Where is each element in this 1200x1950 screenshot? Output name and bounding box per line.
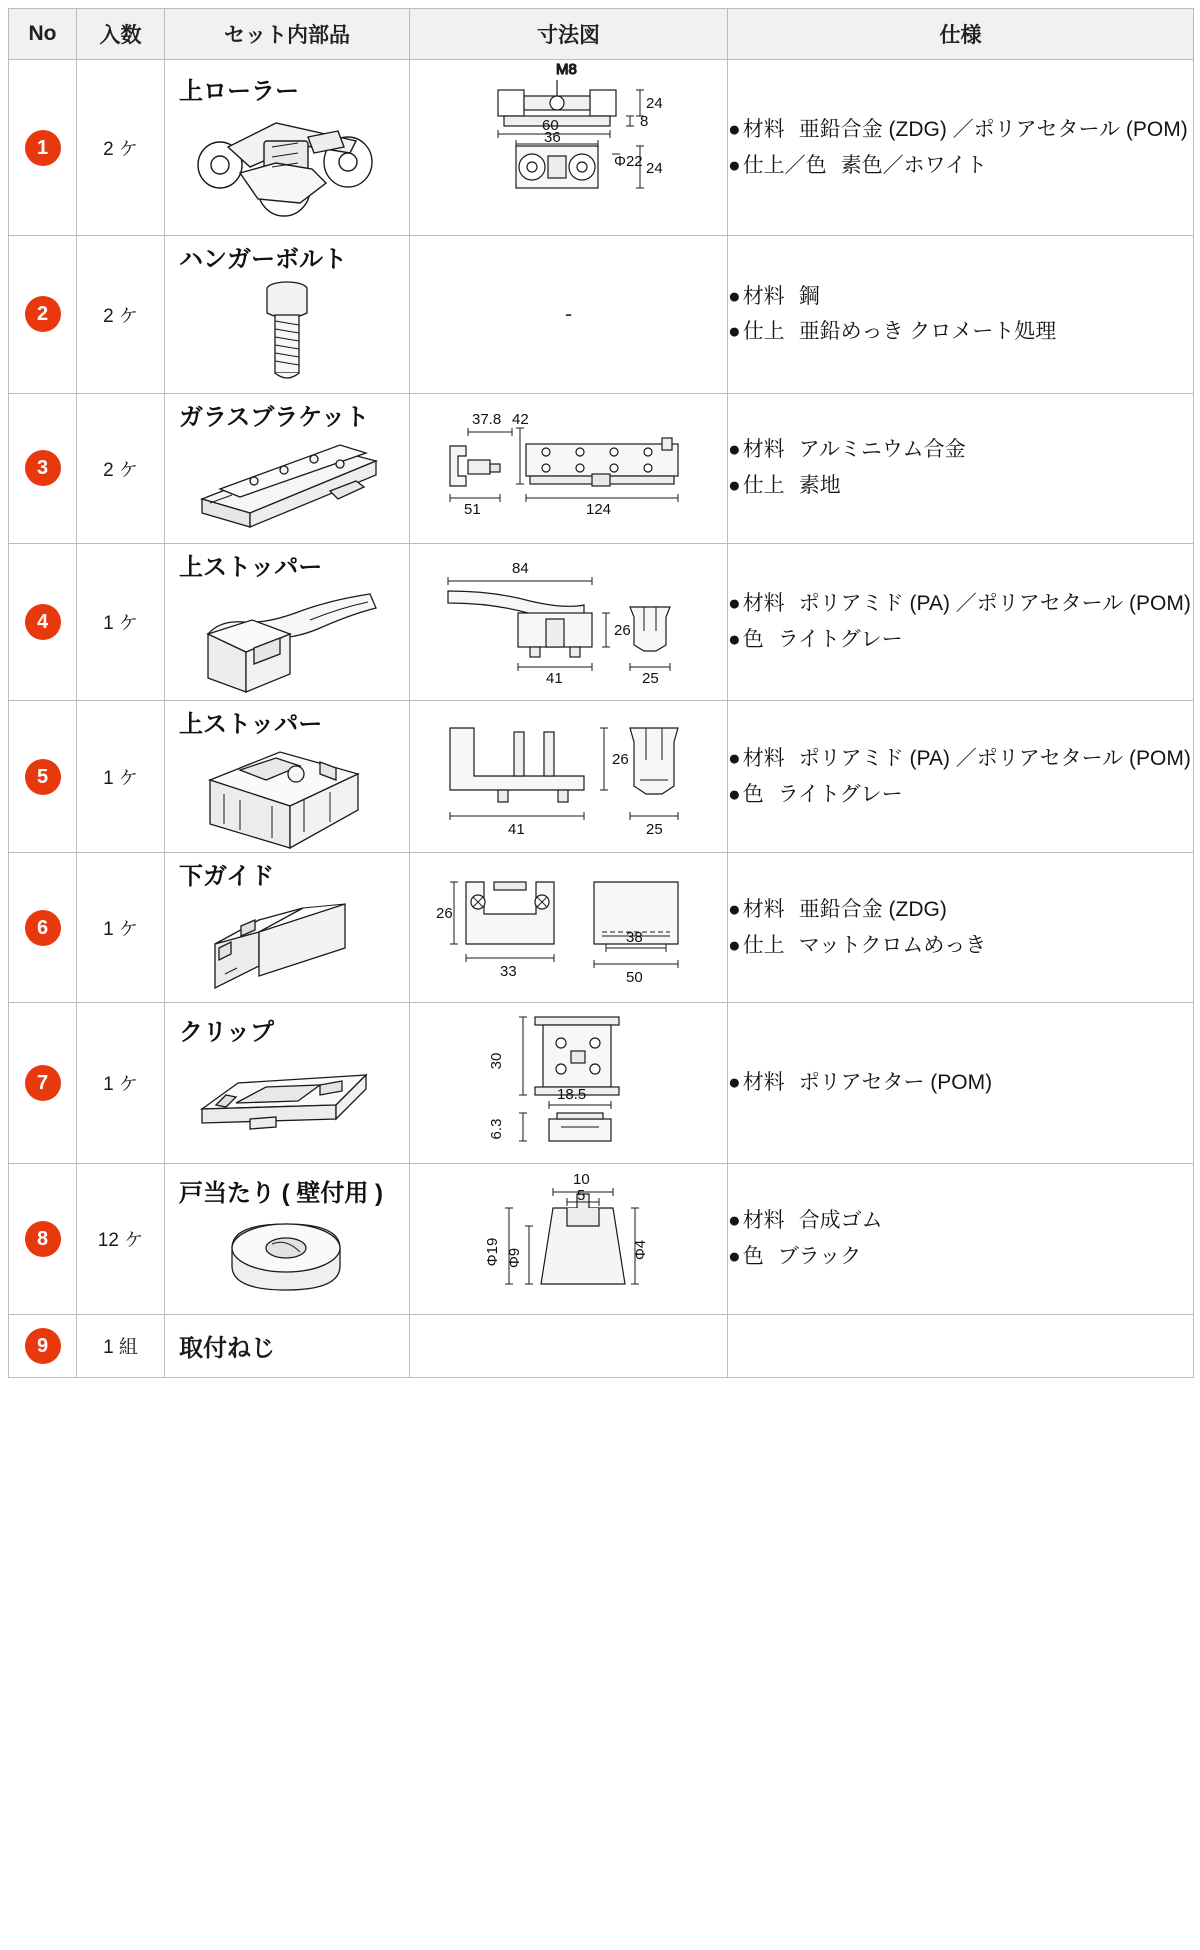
upper-stopper-a-dimension-icon [434,547,704,697]
spec-line [728,282,1193,312]
svg-text:41: 41 [507,820,525,838]
svg-text:50: 50 [625,968,643,986]
bullet-icon: ● [728,117,741,141]
bullet-icon: ● [728,1209,741,1233]
lower-guide-icon [185,892,390,1002]
spec-line [728,625,1193,655]
lower-guide-dimension-icon [434,858,704,998]
part-name-label: ガラスブラケット [179,403,370,431]
door-stop-dimension-icon [449,1164,689,1314]
table-row [9,1163,1194,1314]
spec-value: ライトグレー [777,782,903,806]
row-spec-cell [728,1314,1194,1377]
spec-label: 材料 [742,284,785,308]
row-spec-cell [728,853,1194,1003]
part-name-label: クリップ [179,1018,275,1046]
svg-text:10: 10 [572,1170,590,1188]
row-part-cell [165,1002,410,1163]
bullet-icon: ● [728,284,741,308]
row-dimension-cell [410,60,728,236]
table-row [9,543,1194,701]
column-header-spec: 仕様 [728,9,1194,60]
row-dimension-cell [410,701,728,853]
spec-value: 亜鉛合金 (ZDG) [798,897,947,921]
svg-text:124: 124 [585,501,611,519]
row-no-cell [9,701,77,853]
bullet-icon: ● [728,592,741,616]
door-stop-icon [202,1208,372,1308]
clip-icon [180,1047,395,1157]
bullet-icon: ● [728,782,741,806]
row-spec-cell [728,543,1194,701]
table-row [9,60,1194,236]
bullet-icon: ● [728,1244,741,1268]
spec-value: 鋼 [798,284,820,308]
spec-line [728,471,1193,501]
row-number-badge: 6 [25,910,61,946]
row-part-cell [165,1314,410,1377]
svg-text:84: 84 [511,559,529,577]
spec-value: ポリアミド (PA) ／ポリアセタール (POM) [798,746,1191,770]
row-dimension-cell [410,1314,728,1377]
svg-text:33: 33 [499,962,517,980]
bullet-icon: ● [728,897,741,921]
row-number-badge: 8 [25,1221,61,1257]
row-qty-cell: 12 ケ [77,1163,165,1314]
row-part-cell [165,393,410,543]
spec-label: 材料 [742,1071,785,1095]
row-dimension-cell [410,543,728,701]
top-roller-dimension-icon [444,60,694,235]
row-no-cell [9,393,77,543]
spec-label: 色 [742,782,764,806]
spec-label: 仕上 [742,320,785,344]
row-dimension-cell [410,1002,728,1163]
row-dimension-cell [410,393,728,543]
row-spec-cell [728,701,1194,853]
svg-text:Φ22: Φ22 [613,153,643,170]
row-no-cell [9,1314,77,1377]
spec-value: アルミニウム合金 [798,438,966,462]
svg-text:26: 26 [613,621,631,639]
svg-text:6.3: 6.3 [487,1118,505,1140]
row-part-cell [165,701,410,853]
row-dimension-cell [410,1163,728,1314]
svg-text:Φ9: Φ9 [505,1247,523,1269]
parts-table [8,8,1194,1378]
part-name-label: 下ガイド [179,863,275,891]
row-part-cell [165,543,410,701]
row-number-badge: 3 [25,450,61,486]
spec-line [728,1206,1193,1236]
spec-label: 仕上 [742,474,785,498]
row-part-cell [165,1163,410,1314]
spec-label: 材料 [742,117,785,141]
spec-value: 亜鉛めっき クロメート処理 [798,320,1057,344]
svg-text:Φ4: Φ4 [631,1239,649,1261]
row-spec-cell [728,1002,1194,1163]
spec-line [728,895,1193,925]
bullet-icon: ● [728,1071,741,1095]
svg-text:24: 24 [645,160,663,177]
row-number-badge: 4 [25,604,61,640]
row-dimension-cell [410,853,728,1003]
spec-line [728,931,1193,961]
spec-value: ブラック [777,1244,862,1268]
row-number-badge: 2 [25,296,61,332]
svg-text:38: 38 [625,928,643,946]
row-no-cell [9,543,77,701]
row-no-cell [9,236,77,394]
spec-line [728,151,1193,181]
upper-stopper-a-icon [180,582,395,700]
svg-text:42: 42 [511,411,529,429]
table-row [9,393,1194,543]
dimension-placeholder: - [564,301,573,327]
row-qty-cell: 1 組 [77,1314,165,1377]
spec-label: 色 [742,627,764,651]
svg-text:25: 25 [645,820,663,838]
svg-text:26: 26 [611,750,629,768]
spec-value: 素地 [798,474,841,498]
column-header-part: セット内部品 [165,9,410,60]
row-no-cell [9,60,77,236]
row-spec-cell [728,236,1194,394]
glass-bracket-dimension-icon [434,398,704,538]
svg-text:36: 36 [543,129,561,146]
spec-label: 材料 [742,438,785,462]
svg-text:Φ19: Φ19 [483,1237,501,1267]
row-qty-cell: 1 ケ [77,543,165,701]
bullet-icon: ● [728,320,741,344]
row-qty-cell: 2 ケ [77,393,165,543]
row-number-badge: 7 [25,1065,61,1101]
spec-label: 仕上 [742,933,785,957]
part-name-label: 上ローラー [179,78,299,106]
bullet-icon: ● [728,438,741,462]
column-header-qty: 入数 [77,9,165,60]
svg-text:5: 5 [576,1186,585,1204]
glass-bracket-icon [180,433,395,543]
bullet-icon: ● [728,933,741,957]
spec-line [728,435,1193,465]
svg-text:37.8: 37.8 [471,411,501,429]
row-spec-cell [728,393,1194,543]
parts-list-sheet [0,8,1200,1378]
svg-text:18.5: 18.5 [556,1085,586,1103]
bullet-icon: ● [728,153,741,177]
spec-line [728,780,1193,810]
upper-stopper-b-dimension-icon [434,702,704,852]
row-number-badge: 5 [25,759,61,795]
bullet-icon: ● [728,474,741,498]
part-name-label: ハンガーボルト [179,246,347,273]
spec-label: 材料 [742,592,785,616]
table-header-row [9,9,1194,60]
table-row [9,701,1194,853]
row-no-cell [9,853,77,1003]
hanger-bolt-icon [212,275,362,393]
spec-value: ポリアミド (PA) ／ポリアセタール (POM) [798,592,1191,616]
spec-label: 材料 [742,746,785,770]
row-qty-cell: 1 ケ [77,701,165,853]
part-name-label: 上ストッパー [179,711,323,739]
svg-text:60: 60 [541,117,559,134]
spec-line [728,589,1193,619]
spec-value: 素色／ホワイト [840,153,988,177]
spec-line [728,1242,1193,1272]
row-spec-cell [728,60,1194,236]
row-qty-cell: 1 ケ [77,1002,165,1163]
svg-text:M8: M8 [555,61,577,78]
svg-text:8: 8 [639,113,648,130]
spec-value: ポリアセター (POM) [798,1071,993,1095]
part-name-label: 上ストッパー [179,553,323,581]
svg-text:24: 24 [645,95,663,112]
spec-line [728,115,1193,145]
svg-text:26: 26 [435,904,453,922]
svg-text:41: 41 [545,669,563,687]
spec-value: 亜鉛合金 (ZDG) ／ポリアセタール (POM) [798,117,1188,141]
spec-label: 材料 [742,1209,785,1233]
spec-line [728,1068,1193,1098]
clip-dimension-icon [449,1003,689,1163]
spec-label: 仕上／色 [742,153,827,177]
table-row [9,1002,1194,1163]
spec-label: 色 [742,1244,764,1268]
row-number-badge: 1 [25,130,61,166]
part-name-label: 戸当たり ( 壁付用 ) [179,1179,383,1207]
row-dimension-cell [410,236,728,394]
bullet-icon: ● [728,746,741,770]
row-part-cell [165,853,410,1003]
row-qty-cell: 2 ケ [77,236,165,394]
bullet-icon: ● [728,627,741,651]
column-header-no: No [9,9,77,60]
spec-line [728,317,1193,347]
spec-value: マットクロムめっき [798,933,987,957]
row-spec-cell [728,1163,1194,1314]
row-part-cell [165,236,410,394]
svg-text:25: 25 [641,669,659,687]
row-qty-cell: 1 ケ [77,853,165,1003]
row-number-badge: 9 [25,1328,61,1364]
table-row [9,1314,1194,1377]
svg-text:51: 51 [463,501,481,519]
row-no-cell [9,1163,77,1314]
part-name-label: 取付ねじ [179,1335,275,1363]
table-row [9,853,1194,1003]
svg-text:30: 30 [487,1052,505,1070]
spec-line [728,744,1193,774]
row-no-cell [9,1002,77,1163]
spec-value: ライトグレー [777,627,903,651]
spec-value: 合成ゴム [798,1209,883,1233]
top-roller-icon [180,107,395,227]
upper-stopper-b-icon [180,740,395,852]
column-header-dimension: 寸法図 [410,9,728,60]
spec-label: 材料 [742,897,785,921]
row-part-cell [165,60,410,236]
row-qty-cell: 2 ケ [77,60,165,236]
table-row [9,236,1194,394]
